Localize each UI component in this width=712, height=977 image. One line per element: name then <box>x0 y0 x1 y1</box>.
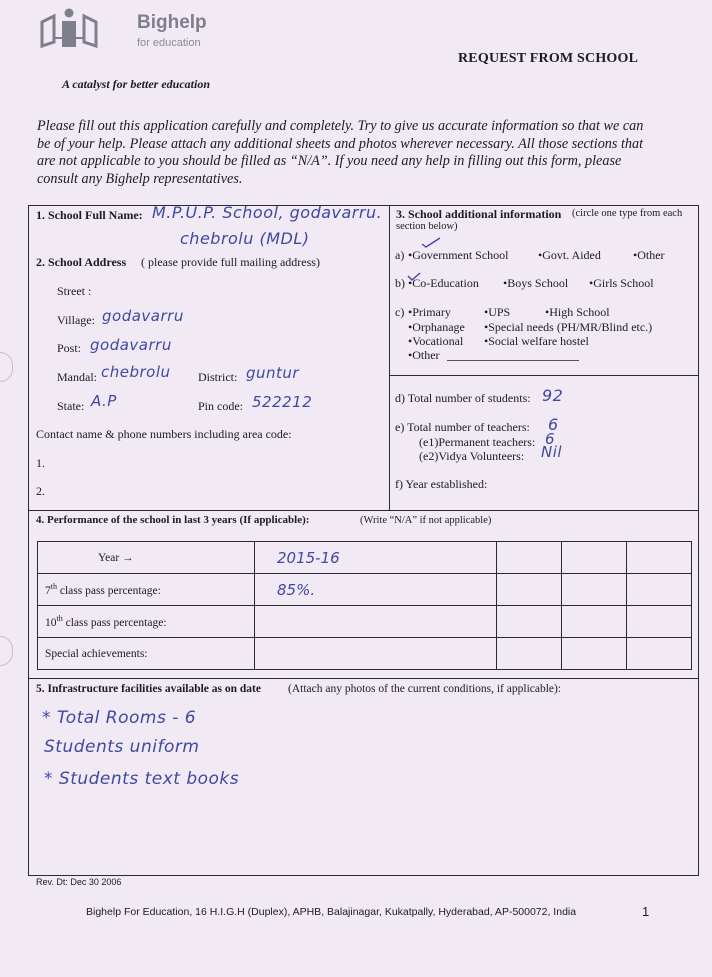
infrastructure-entry[interactable]: * Total Rooms - 6 <box>42 708 197 728</box>
option-other[interactable]: •Other <box>633 248 665 262</box>
document-title: REQUEST FROM SCHOOL <box>458 51 639 66</box>
revision-date: Rev. Dt: Dec 30 2006 <box>36 877 122 887</box>
option-boys-school[interactable]: •Boys School <box>503 276 569 290</box>
table-row <box>38 606 692 638</box>
tick-mark-icon <box>407 272 421 282</box>
school-name-label: 1. School Full Name: <box>36 208 143 222</box>
section4-note: (Write “N/A” if not applicable) <box>360 515 492 526</box>
option-ups[interactable]: •UPS <box>484 305 511 319</box>
infrastructure-entry[interactable]: Students uniform <box>44 737 200 757</box>
permanent-teachers-value[interactable]: 6 <box>545 430 556 448</box>
option-prefix-b: b) <box>395 276 405 290</box>
table-cell[interactable] <box>627 574 692 606</box>
school-name-value[interactable]: M.P.U.P. School, godavarru. <box>152 203 383 222</box>
table-cell[interactable] <box>562 574 627 606</box>
table-cell[interactable] <box>562 542 627 574</box>
address-note: ( please provide full mailing address) <box>141 255 320 269</box>
table-cell[interactable]: 85%. <box>255 574 497 606</box>
option-prefix-c: c) <box>395 305 405 319</box>
footer-address: Bighelp For Education, 16 H.I.G.H (Duplex), APHB, Balajinagar, Kukatpally, Hyderabad, AP-500072, India <box>86 906 577 918</box>
option-primary[interactable]: •Primary <box>408 305 451 319</box>
village-label: Village: <box>57 313 95 327</box>
table-cell[interactable] <box>627 542 692 574</box>
tick-mark-icon <box>420 236 442 248</box>
row-label-7th: 7th class pass percentage: <box>38 574 255 606</box>
section3-note-line2: section below) <box>396 221 458 232</box>
table-cell[interactable] <box>627 606 692 638</box>
school-name-value-line2[interactable]: chebrolu (MDL) <box>180 229 310 248</box>
option-vocational[interactable]: •Vocational <box>408 334 464 348</box>
intro-paragraph: Please fill out this application carefully and completely. Try to give us accurate information so that we can be of your help. Please attach any additional sheets and photos wherever necessary. All those sections that are not applicable to you should be filled as “N/A”. If you need any help in filling out this form, please consult any Bighelp representatives. <box>37 118 644 187</box>
option-prefix-a: a) <box>395 248 405 262</box>
mandal-label: Mandal: <box>57 370 97 384</box>
pin-code-value[interactable]: 522212 <box>252 393 313 411</box>
post-label: Post: <box>57 341 82 355</box>
district-value[interactable]: guntur <box>246 364 300 382</box>
table-row <box>38 542 692 574</box>
option-other-c[interactable]: •Other <box>408 348 440 362</box>
divider <box>28 510 699 511</box>
option-government-school[interactable]: •Government School <box>408 248 509 262</box>
state-value[interactable]: A.P <box>91 392 117 410</box>
row-label-special: Special achievements: <box>38 638 255 670</box>
punch-hole <box>0 352 13 382</box>
table-cell[interactable] <box>627 638 692 670</box>
contact-label: Contact name & phone numbers including area code: <box>36 427 292 441</box>
post-value[interactable]: godavarru <box>90 336 172 354</box>
section5-note: (Attach any photos of the current conditions, if applicable): <box>288 683 562 695</box>
row-label-year: Year → <box>38 542 255 574</box>
contact-2: 2. <box>36 484 45 498</box>
village-value[interactable]: godavarru <box>102 307 184 325</box>
table-cell[interactable] <box>255 638 497 670</box>
option-girls-school[interactable]: •Girls School <box>589 276 654 290</box>
year-established-label: f) Year established: <box>395 477 488 491</box>
option-special-needs[interactable]: •Special needs (PH/MR/Blind etc.) <box>484 320 653 334</box>
table-cell[interactable] <box>562 606 627 638</box>
section4-title: 4. Performance of the school in last 3 years (If applicable): <box>36 514 310 526</box>
contact-1: 1. <box>36 456 45 470</box>
table-cell[interactable] <box>497 606 562 638</box>
table-cell[interactable] <box>497 638 562 670</box>
brand-name: Bighelp <box>137 12 207 33</box>
bighelp-logo-icon <box>38 8 100 48</box>
infrastructure-entry[interactable]: * Students text books <box>44 769 240 789</box>
brand-subtitle: for education <box>137 37 201 49</box>
students-value[interactable]: 92 <box>542 386 564 405</box>
page-number: 1 <box>642 904 650 919</box>
divider <box>389 375 699 376</box>
row-label-10th: 10th class pass percentage: <box>38 606 255 638</box>
vidya-volunteers-value[interactable]: Nil <box>541 443 563 461</box>
street-label: Street : <box>57 284 92 298</box>
mandal-value[interactable]: chebrolu <box>101 363 171 381</box>
table-cell[interactable] <box>497 542 562 574</box>
teachers-label: e) Total number of teachers: <box>395 420 530 434</box>
punch-hole <box>0 636 13 666</box>
option-govt-aided[interactable]: •Govt. Aided <box>538 248 601 262</box>
section5-title: 5. Infrastructure facilities available as on date <box>36 683 261 695</box>
table-cell[interactable] <box>497 574 562 606</box>
section3-note-line1: (circle one type from each <box>572 208 683 219</box>
option-social-welfare-hostel[interactable]: •Social welfare hostel <box>484 334 589 348</box>
district-label: District: <box>198 370 238 384</box>
teachers-value[interactable]: 6 <box>548 415 559 434</box>
section3-title: 3. School additional information <box>396 207 562 221</box>
other-blank-line <box>447 360 579 361</box>
option-co-education[interactable]: •Co-Education <box>408 276 479 290</box>
pin-code-label: Pin code: <box>198 399 243 413</box>
option-orphanage[interactable]: •Orphanage <box>408 320 465 334</box>
option-high-school[interactable]: •High School <box>545 305 610 319</box>
table-cell[interactable]: 2015-16 <box>255 542 497 574</box>
table-cell[interactable] <box>562 638 627 670</box>
table-row <box>38 638 692 670</box>
students-label: d) Total number of students: <box>395 391 531 405</box>
table-cell[interactable] <box>255 606 497 638</box>
address-label: 2. School Address <box>36 255 127 269</box>
vidya-volunteers-label: (e2)Vidya Volunteers: <box>419 449 525 463</box>
tagline: A catalyst for better education <box>62 77 210 91</box>
permanent-teachers-label: (e1)Permanent teachers: <box>419 435 536 449</box>
state-label: State: <box>57 399 85 413</box>
table-row <box>38 574 692 606</box>
divider <box>28 678 699 679</box>
performance-table <box>37 541 692 670</box>
column-divider <box>389 205 390 510</box>
